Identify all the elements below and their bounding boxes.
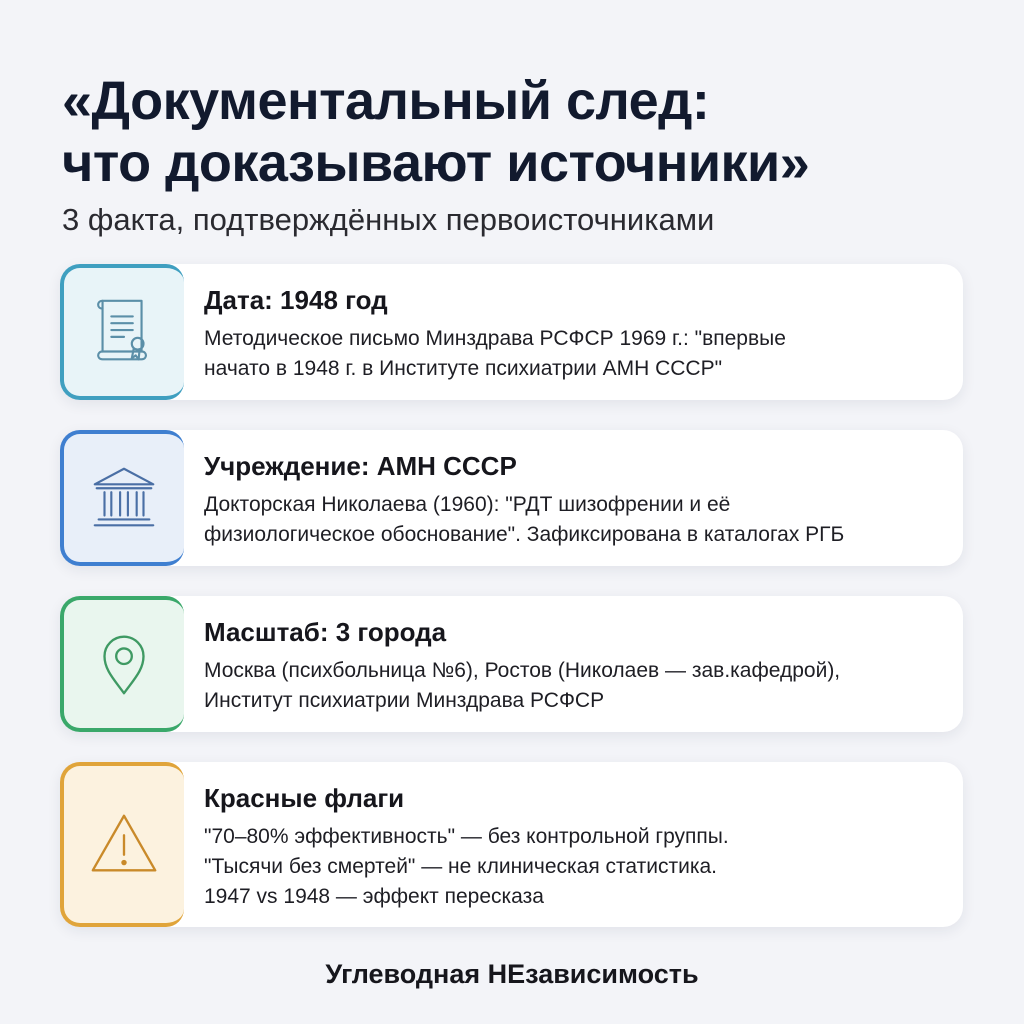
fact-card-line: Методическое письмо Минздрава РСФСР 1969 г.: "впервые [204,327,786,350]
fact-card-line: "Тысячи без смертей" — не клиническая статистика. [204,855,718,878]
footer-brand: Углеводная НЕзависимость [325,959,699,989]
fact-card-line: начато в 1948 г. в Институте психиатрии АМН СССР" [204,357,723,380]
document-icon [85,293,163,371]
fact-card-line: физиологическое обоснование". Зафиксирована в каталогах РГБ [204,523,845,546]
fact-card-body [204,822,949,912]
fact-card-title: Красные флаги [204,783,405,813]
warning-icon [85,806,163,884]
fact-card-line: 1947 vs 1948 — эффект пересказа [204,885,544,908]
fact-card-icon-box [60,264,184,400]
fact-card-icon-box [60,430,184,566]
fact-card-date [60,264,963,400]
fact-card-line: Докторская Николаева (1960): "РДТ шизофрении и её [204,493,731,516]
location-pin-icon [85,625,163,703]
fact-card-line: "70–80% эффективность" — без контрольной группы. [204,825,729,848]
institution-icon [85,459,163,537]
fact-card-institution [60,430,963,566]
fact-card-scale [60,596,963,732]
fact-card-body [204,324,949,384]
fact-card-icon-box [60,762,184,927]
fact-card-title: Масштаб: 3 города [204,617,447,647]
page-title [62,70,1002,194]
fact-card-red-flags [60,762,963,927]
fact-card-body [204,490,949,550]
page-subtitle: 3 факта, подтверждённых первоисточниками [62,202,715,237]
fact-card-title: Дата: 1948 год [204,285,388,315]
fact-card-line: Институт психиатрии Минздрава РСФСР [204,689,605,712]
fact-card-body [204,656,949,716]
fact-card-title: Учреждение: АМН СССР [204,451,517,481]
fact-card-icon-box [60,596,184,732]
page-title-line-2: что доказывают источники» [62,133,810,193]
fact-card-line: Москва (психбольница №6), Ростов (Николаев — зав.кафедрой), [204,659,841,682]
page-title-line-1: «Документальный след: [62,71,710,131]
